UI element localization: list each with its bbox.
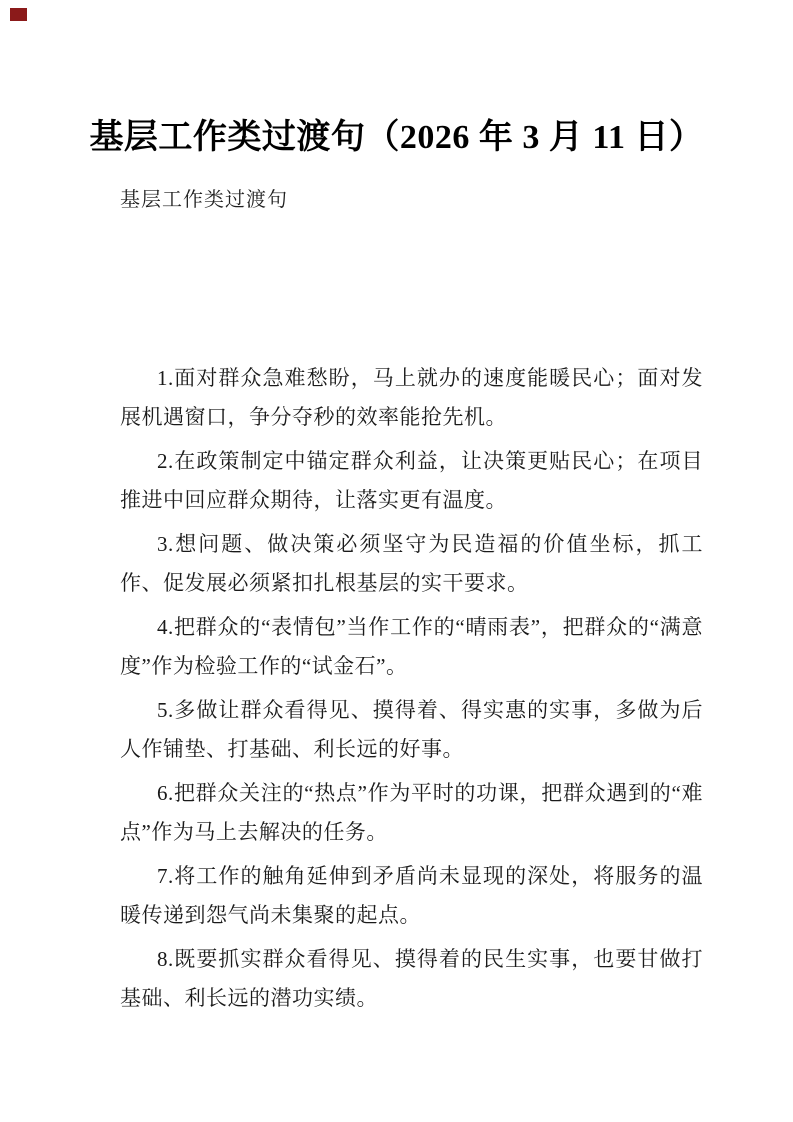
paragraph-3: 3.想问题、做决策必须坚守为民造福的价值坐标，抓工作、促发展必须紧扣扎根基层的实干要求。 bbox=[120, 532, 703, 595]
paragraph-2: 2.在政策制定中锚定群众利益，让决策更贴民心；在项目推进中回应群众期待，让落实更有温度。 bbox=[120, 449, 703, 512]
paragraph-4: 4.把群众的“表情包”当作工作的“晴雨表”，把群众的“满意度”作为检验工作的“试金石”。 bbox=[120, 615, 703, 678]
document-title: 基层工作类过渡句（2026 年 3 月 11 日） bbox=[89, 119, 704, 156]
corner-marker-icon bbox=[10, 8, 27, 21]
paragraph-7: 7.将工作的触角延伸到矛盾尚未显现的深处，将服务的温暖传递到怨气尚未集聚的起点。 bbox=[120, 864, 703, 927]
paragraph-8: 8.既要抓实群众看得见、摸得着的民生实事，也要甘做打基础、利长远的潜功实绩。 bbox=[120, 947, 703, 1010]
paragraph-6: 6.把群众关注的“热点”作为平时的功课，把群众遇到的“难点”作为马上去解决的任务。 bbox=[120, 781, 703, 844]
document-subtitle: 基层工作类过渡句 bbox=[120, 189, 288, 211]
document-body bbox=[120, 359, 703, 1018]
paragraph-5: 5.多做让群众看得见、摸得着、得实惠的实事，多做为后人作铺垫、打基础、利长远的好事。 bbox=[120, 698, 703, 761]
paragraph-1: 1.面对群众急难愁盼，马上就办的速度能暖民心；面对发展机遇窗口，争分夺秒的效率能抢先机。 bbox=[120, 366, 703, 429]
